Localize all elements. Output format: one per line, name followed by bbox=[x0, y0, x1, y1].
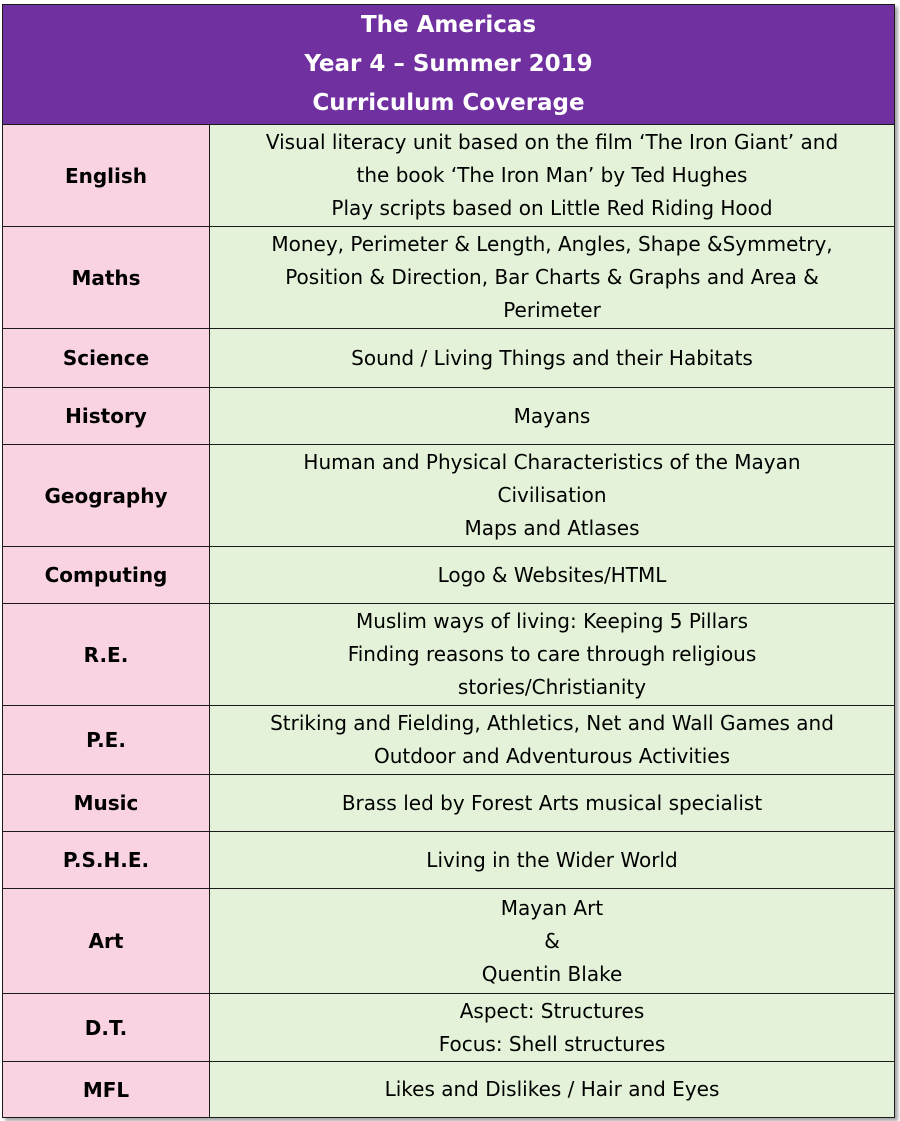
coverage-line: stories/Christianity bbox=[457, 675, 647, 699]
coverage-line: Muslim ways of living: Keeping 5 Pillars bbox=[355, 609, 749, 633]
table-row bbox=[3, 227, 895, 329]
coverage-line: Outdoor and Adventurous Activities bbox=[373, 744, 731, 768]
coverage-line: Quentin Blake bbox=[481, 961, 623, 986]
coverage-line: Play scripts based on Little Red Riding Hood bbox=[331, 196, 773, 220]
table-row bbox=[3, 388, 895, 445]
coverage-line: Perimeter bbox=[503, 298, 601, 322]
coverage-line: & bbox=[544, 928, 560, 953]
subject-label: D.T. bbox=[3, 994, 210, 1062]
subject-label: Maths bbox=[3, 227, 210, 329]
coverage-line: Brass led by Forest Arts musical specialist bbox=[341, 790, 763, 815]
table-row bbox=[3, 445, 895, 547]
coverage-line: Striking and Fielding, Athletics, Net and Wall Games and bbox=[270, 711, 834, 735]
subject-label: History bbox=[3, 388, 210, 445]
subject-label: P.S.H.E. bbox=[3, 832, 210, 889]
coverage-line: Human and Physical Characteristics of the Mayan bbox=[303, 450, 801, 474]
coverage-line: the book ‘The Iron Man’ by Ted Hughes bbox=[356, 163, 748, 187]
subject-label: R.E. bbox=[3, 604, 210, 706]
table-row bbox=[3, 125, 895, 227]
table-row bbox=[3, 832, 895, 889]
table-row bbox=[3, 706, 895, 775]
curriculum-table bbox=[2, 4, 895, 1118]
coverage-cell bbox=[210, 445, 895, 547]
coverage-line: Likes and Dislikes / Hair and Eyes bbox=[384, 1077, 720, 1101]
coverage-line: Visual literacy unit based on the film ‘The Iron Giant’ and bbox=[265, 130, 839, 154]
table-row bbox=[3, 329, 895, 388]
coverage-cell bbox=[210, 227, 895, 329]
coverage-line: Civilisation bbox=[497, 483, 607, 507]
subject-label: English bbox=[3, 125, 210, 227]
table-row bbox=[3, 775, 895, 832]
coverage-line: Sound / Living Things and their Habitats bbox=[351, 345, 753, 370]
table-row bbox=[3, 547, 895, 604]
coverage-cell bbox=[210, 329, 895, 388]
title-line-coverage: Curriculum Coverage bbox=[312, 90, 585, 116]
table-row bbox=[3, 889, 895, 994]
coverage-cell bbox=[210, 706, 895, 775]
coverage-cell bbox=[210, 775, 895, 832]
table-row bbox=[3, 1062, 895, 1118]
coverage-cell bbox=[210, 994, 895, 1062]
subject-label: P.E. bbox=[3, 706, 210, 775]
subject-label: MFL bbox=[3, 1062, 210, 1118]
table-row bbox=[3, 994, 895, 1062]
coverage-line: Focus: Shell structures bbox=[438, 1031, 666, 1056]
subject-label: Art bbox=[3, 889, 210, 994]
subject-label: Music bbox=[3, 775, 210, 832]
coverage-cell bbox=[210, 547, 895, 604]
coverage-line: Mayans bbox=[513, 403, 591, 428]
coverage-cell bbox=[210, 604, 895, 706]
table-row bbox=[3, 604, 895, 706]
coverage-cell bbox=[210, 125, 895, 227]
coverage-cell bbox=[210, 388, 895, 445]
subject-label: Science bbox=[3, 329, 210, 388]
coverage-line: Money, Perimeter & Length, Angles, Shape &Symmetry, bbox=[271, 232, 833, 256]
coverage-cell bbox=[210, 889, 895, 994]
coverage-line: Aspect: Structures bbox=[459, 998, 645, 1023]
table-title bbox=[3, 5, 895, 125]
coverage-line: Maps and Atlases bbox=[464, 516, 640, 540]
coverage-line: Living in the Wider World bbox=[426, 847, 678, 872]
coverage-line: Position & Direction, Bar Charts & Graphs and Area & bbox=[285, 265, 819, 289]
coverage-line: Finding reasons to care through religious bbox=[347, 642, 757, 666]
coverage-line: Mayan Art bbox=[500, 895, 604, 920]
subject-label: Geography bbox=[3, 445, 210, 547]
title-line-topic: The Americas bbox=[360, 12, 537, 38]
coverage-cell bbox=[210, 832, 895, 889]
header-row bbox=[3, 5, 895, 125]
subject-label: Computing bbox=[3, 547, 210, 604]
title-line-term: Year 4 – Summer 2019 bbox=[304, 51, 593, 77]
coverage-cell bbox=[210, 1062, 895, 1118]
coverage-line: Logo & Websites/HTML bbox=[437, 562, 667, 587]
